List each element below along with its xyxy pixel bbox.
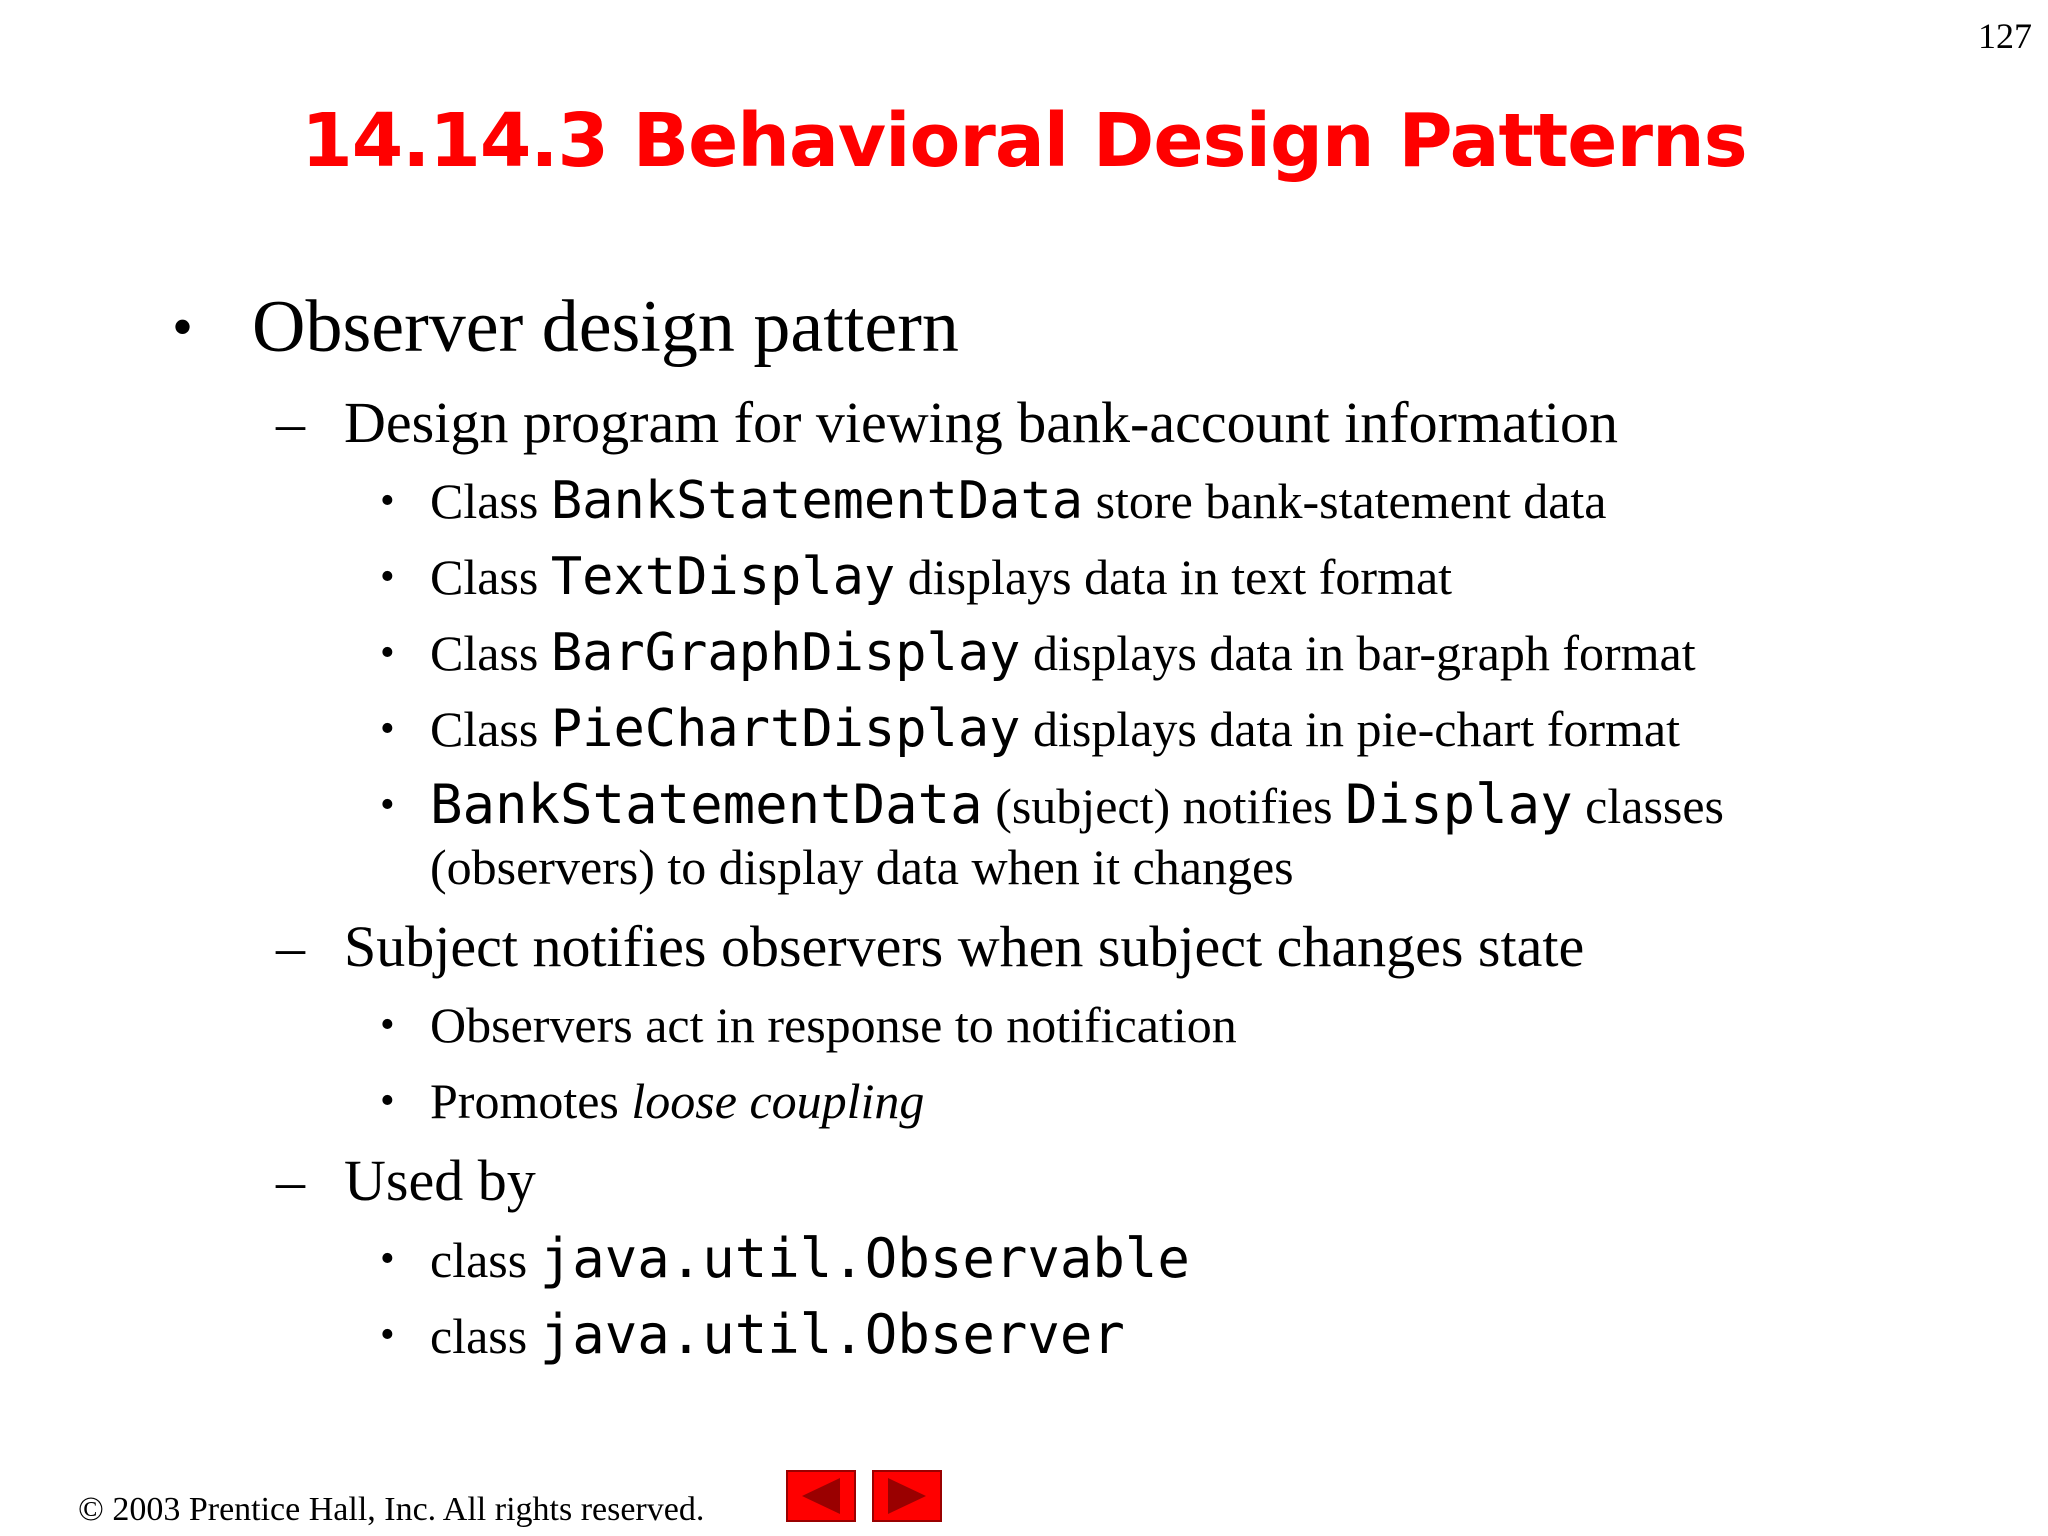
class-name: PieChartDisplay <box>550 699 1021 759</box>
item-suffix: displays data in bar-graph format <box>1020 625 1696 681</box>
slide-navigation <box>786 1470 946 1526</box>
bullet-marker: • <box>380 1312 395 1358</box>
item-suffix: displays data in pie-chart format <box>1020 701 1680 757</box>
item-prefix: Class <box>430 701 551 757</box>
item-continuation: (observers) to display data when it changes <box>430 839 1294 895</box>
item-suffix: classes <box>1572 778 1725 834</box>
next-slide-button[interactable] <box>872 1470 942 1522</box>
dash-marker: – <box>276 914 305 979</box>
copyright-footer: © 2003 Prentice Hall, Inc. All rights reserved. <box>78 1491 705 1528</box>
class-name: BankStatementData <box>550 471 1084 531</box>
subbullet-text: Subject notifies observers when subject changes state <box>344 914 1585 979</box>
previous-slide-button[interactable] <box>786 1470 856 1522</box>
page-number: 127 <box>1978 16 2032 56</box>
bullet-marker: • <box>380 1002 395 1048</box>
dash-marker: – <box>276 1148 305 1213</box>
item-prefix: Promotes <box>430 1073 632 1129</box>
bullet-marker: • <box>380 630 395 676</box>
bullet-marker: • <box>380 782 395 828</box>
item-prefix: Class <box>430 549 551 605</box>
bullet-marker: • <box>380 706 395 752</box>
class-name: java.util.Observable <box>539 1227 1190 1290</box>
right-triangle-icon <box>874 1472 940 1520</box>
item-prefix: class <box>430 1232 540 1288</box>
item-suffix: store bank-statement data <box>1083 473 1607 529</box>
bullet-marker: • <box>380 478 395 524</box>
dash-marker: – <box>276 390 305 455</box>
bullet-marker: • <box>172 294 194 360</box>
class-name: TextDisplay <box>550 547 896 607</box>
left-triangle-icon <box>788 1472 854 1520</box>
subbullet-text: Design program for viewing bank-account information <box>344 390 1619 455</box>
item-prefix: Class <box>430 625 551 681</box>
bullet-marker: • <box>380 554 395 600</box>
class-name: BankStatementData <box>430 773 983 836</box>
bullet-marker: • <box>380 1078 395 1124</box>
item-mid: (subject) notifies <box>982 778 1346 834</box>
class-name: Display <box>1345 773 1573 836</box>
item-prefix: Class <box>430 473 551 529</box>
page-title: 14.14.3 Behavioral Design Patterns <box>301 98 1747 184</box>
subbullet-text: Used by <box>344 1148 536 1213</box>
item-prefix: class <box>430 1308 540 1364</box>
item-emphasis: loose coupling <box>631 1073 925 1129</box>
class-name: java.util.Observer <box>539 1303 1125 1366</box>
bullet-text: Observer design pattern <box>252 286 959 368</box>
item-suffix: displays data in text format <box>895 549 1453 605</box>
item-text: Observers act in response to notification <box>430 997 1237 1053</box>
class-name: BarGraphDisplay <box>550 623 1021 683</box>
bullet-marker: • <box>380 1236 395 1282</box>
